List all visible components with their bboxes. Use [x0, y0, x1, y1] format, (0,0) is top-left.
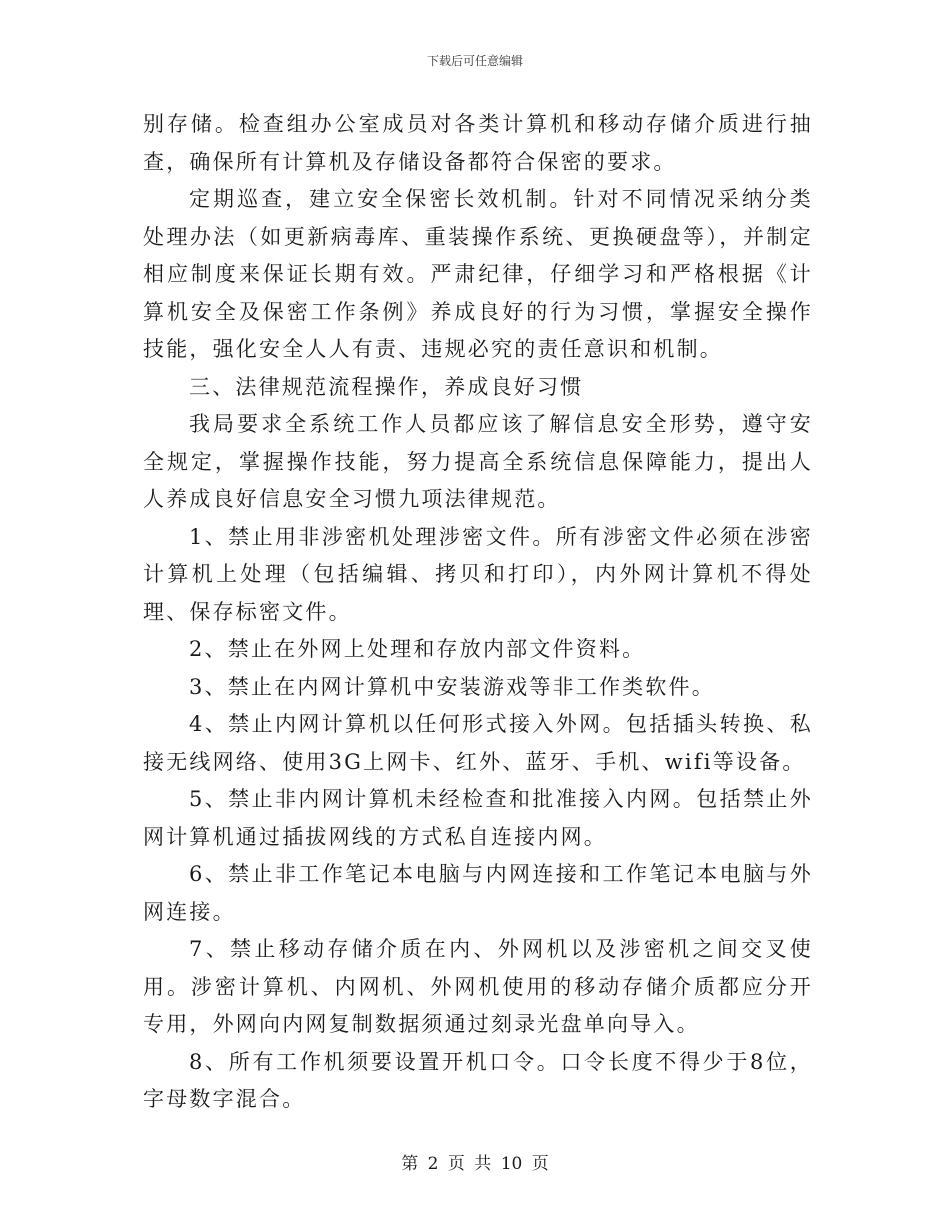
list-item: 6、禁止非工作笔记本电脑与内网连接和工作笔记本电脑与外网连接。 [143, 862, 813, 924]
section-heading: 三、法律规范流程操作，养成良好习惯 [189, 374, 584, 399]
list-item: 4、禁止内网计算机以任何形式接入外网。包括插头转换、私接无线网络、使用3G上网卡、红外、蓝牙、手机、wifi等设备。 [143, 712, 813, 774]
list-item: 1、禁止用非涉密机处理涉密文件。所有涉密文件必须在涉密计算机上处理（包括编辑、拷贝和打印），内外网计算机不得处理、保存标密文件。 [143, 524, 813, 624]
list-item: 2、禁止在外网上处理和存放内部文件资料。 [189, 637, 646, 661]
page-header: 下载后可任意编辑 [426, 54, 523, 68]
list-item: 3、禁止在内网计算机中安装游戏等非工作类软件。 [189, 674, 715, 699]
paragraph: 我局要求全系统工作人员都应该了解信息安全形势，遵守安全规定，掌握操作技能，努力提高全系统信息保障能力，提出人人养成良好信息安全习惯九项法律规范。 [143, 412, 813, 511]
page-footer: 第 2 页 共 10 页 [401, 1154, 549, 1174]
list-item: 5、禁止非内网计算机未经检查和批准接入内网。包括禁止外网计算机通过插拔网线的方式私自连接内网。 [143, 787, 813, 849]
document-body [143, 106, 813, 1119]
list-item: 8、所有工作机须要设置开机口令。口令长度不得少于8位，字母数字混合。 [143, 1049, 813, 1111]
list-item: 7、禁止移动存储介质在内、外网机以及涉密机之间交叉使用。涉密计算机、内网机、外网机使用的移动存储介质都应分开专用，外网向内网复制数据须通过刻录光盘单向导入。 [143, 937, 813, 1036]
paragraph: 别存储。检查组办公室成员对各类计算机和移动存储介质进行抽查，确保所有计算机及存储设备都符合保密的要求。 [143, 112, 813, 174]
paragraph: 定期巡查，建立安全保密长效机制。针对不同情况采纳分类处理办法（如更新病毒库、重装操作系统、更换硬盘等），并制定相应制度来保证长期有效。严肃纪律，仔细学习和严格根据《计算机安全及保密工作条例》养成良好的行为习惯，掌握安全操作技能，强化安全人人有责、违规必究的责任意识和机制。 [143, 187, 813, 361]
